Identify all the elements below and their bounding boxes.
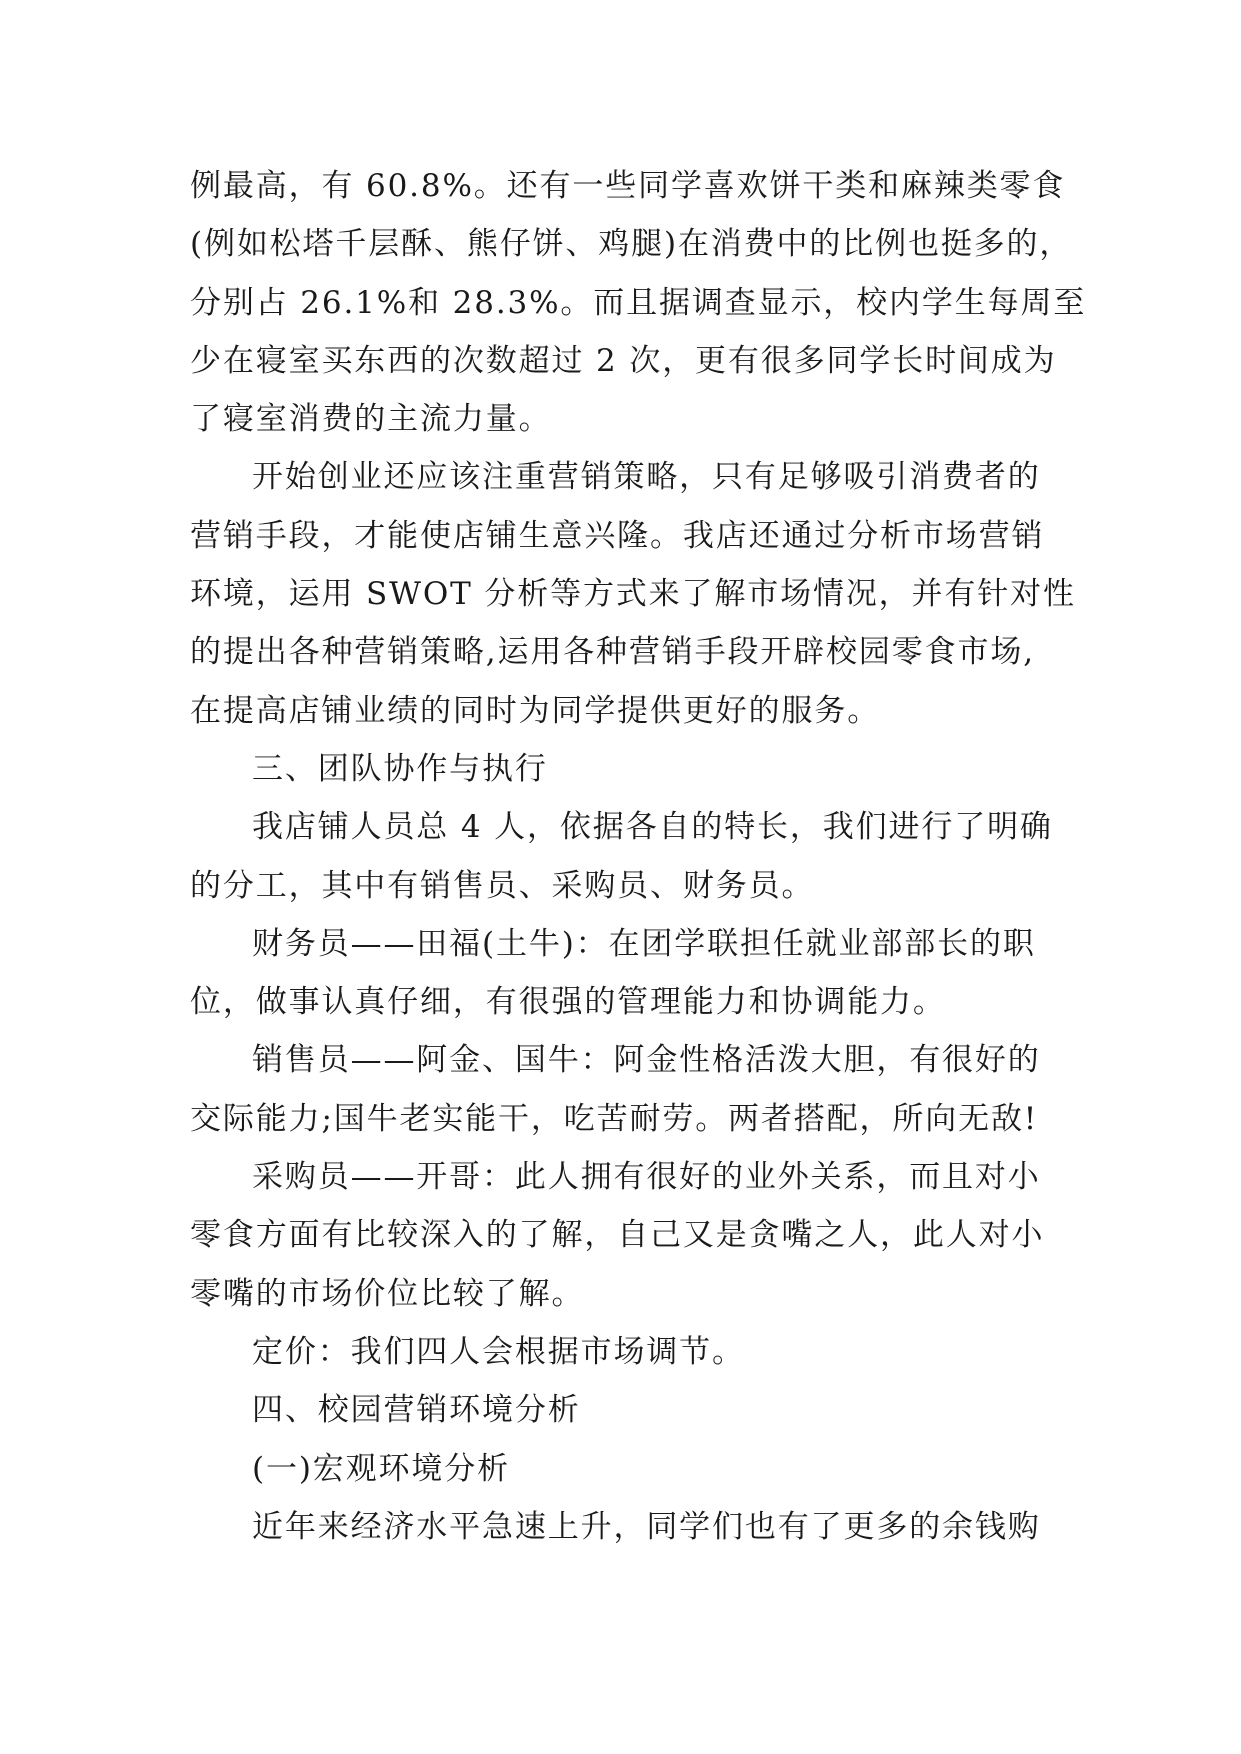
text-line: 环境，运用 SWOT 分析等方式来了解市场情况，并有针对性	[190, 576, 1076, 613]
text-line: 财务员——田福(土牛)：在团学联担任就业部部长的职	[252, 925, 1036, 962]
text-line: 零嘴的市场价位比较了解。	[190, 1275, 585, 1312]
text-line: 定价：我们四人会根据市场调节。	[252, 1333, 745, 1370]
text-line: 了寝室消费的主流力量。	[190, 401, 552, 438]
text-line: 少在寝室买东西的次数超过 2 次，更有很多同学长时间成为	[190, 342, 1057, 379]
text-line: 四、校园营销环境分析	[252, 1392, 581, 1429]
text-line: 零食方面有比较深入的了解，自己又是贪嘴之人，此人对小	[190, 1217, 1045, 1254]
text-line: 位，做事认真仔细，有很强的管理能力和协调能力。	[190, 984, 946, 1021]
document-text-body	[190, 157, 1087, 1556]
text-line: 在提高店铺业绩的同时为同学提供更好的服务。	[190, 692, 881, 729]
text-line: 营销手段，才能使店铺生意兴隆。我店还通过分析市场营销	[190, 517, 1045, 554]
text-line: (例如松塔千层酥、熊仔饼、鸡腿)在消费中的比例也挺多的，	[190, 226, 1073, 263]
text-line: 销售员——阿金、国牛：阿金性格活泼大胆，有很好的	[252, 1042, 1041, 1079]
text-line: 的分工，其中有销售员、采购员、财务员。	[190, 867, 815, 904]
text-line: 开始创业还应该注重营销策略，只有足够吸引消费者的	[252, 459, 1041, 496]
text-line: 分别占 26.1%和 28.3%。而且据调查显示，校内学生每周至	[190, 284, 1087, 321]
text-line: (一)宏观环境分析	[252, 1450, 510, 1487]
text-line: 近年来经济水平急速上升，同学们也有了更多的余钱购	[252, 1508, 1041, 1545]
text-line: 的提出各种营销策略,运用各种营销手段开辟校园零食市场,	[190, 634, 1035, 671]
text-line: 交际能力;国牛老实能干，吃苦耐劳。两者搭配，所向无敌!	[190, 1100, 1039, 1137]
text-line: 采购员——开哥：此人拥有很好的业外关系，而且对小	[252, 1159, 1041, 1196]
text-line: 例最高，有 60.8%。还有一些同学喜欢饼干类和麻辣类零食	[190, 168, 1066, 204]
text-line: 三、团队协作与执行	[252, 750, 548, 787]
text-line: 我店铺人员总 4 人，依据各自的特长，我们进行了明确	[252, 809, 1053, 846]
